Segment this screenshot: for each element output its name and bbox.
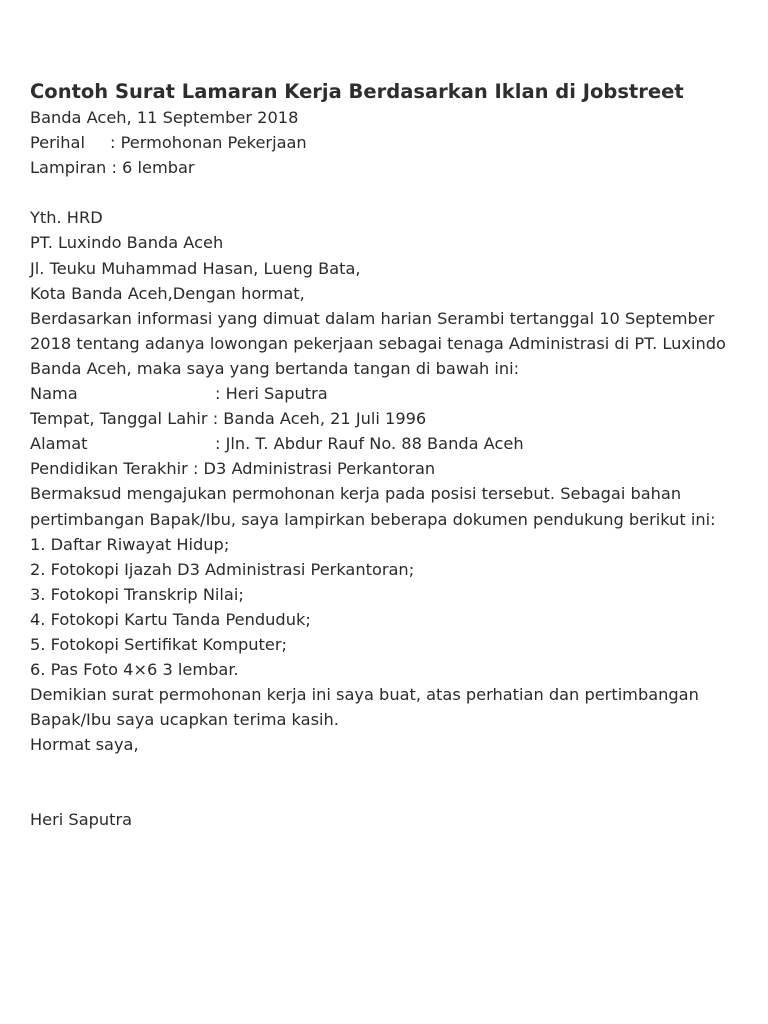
alamat-label: Alamat bbox=[30, 434, 88, 454]
closing-line: Demikian surat permohonan kerja ini saya buat, atas perhatian dan pertimbangan bbox=[30, 685, 699, 705]
pendidikan-line: Pendidikan Terakhir : D3 Administrasi Perkantoran bbox=[30, 459, 436, 479]
nama-value: : Heri Saputra bbox=[215, 384, 328, 404]
intro-line: 2018 tentang adanya lowongan pekerjaan sebagai tenaga Administrasi di PT. Luxindo bbox=[30, 333, 726, 353]
page-title: Contoh Surat Lamaran Kerja Berdasarkan Iklan di Jobstreet bbox=[30, 80, 684, 103]
recipient-company: PT. Luxindo Banda Aceh bbox=[30, 233, 224, 253]
intro-line: Banda Aceh, maka saya yang bertanda tangan di bawah ini: bbox=[30, 358, 520, 378]
place-date: Banda Aceh, 11 September 2018 bbox=[30, 108, 299, 127]
lampiran: Lampiran : 6 lembar bbox=[30, 158, 195, 178]
recipient-address: Jl. Teuku Muhammad Hasan, Lueng Bata, bbox=[30, 258, 361, 278]
signature-name: Heri Saputra bbox=[30, 810, 133, 830]
purpose-line: pertimbangan Bapak/Ibu, saya lampirkan beberapa dokumen pendukung berikut ini: bbox=[30, 509, 716, 529]
nama-label: Nama bbox=[30, 384, 78, 404]
attachment-item: 4. Fotokopi Kartu Tanda Penduduk; bbox=[30, 609, 311, 629]
attachment-item: 3. Fotokopi Transkrip Nilai; bbox=[30, 584, 244, 604]
alamat-value: : Jln. T. Abdur Rauf No. 88 Banda Aceh bbox=[215, 434, 524, 454]
perihal-label: Perihal bbox=[30, 133, 85, 153]
nama-row bbox=[30, 381, 768, 406]
regards: Hormat saya, bbox=[30, 735, 139, 755]
ttl-line: Tempat, Tanggal Lahir : Banda Aceh, 21 Juli 1996 bbox=[30, 409, 427, 429]
recipient-to: Yth. HRD bbox=[30, 208, 103, 228]
closing-line: Bapak/Ibu saya ucapkan terima kasih. bbox=[30, 710, 339, 730]
attachment-item: 1. Daftar Riwayat Hidup; bbox=[30, 534, 230, 554]
alamat-row bbox=[30, 431, 768, 456]
attachment-item: 2. Fotokopi Ijazah D3 Administrasi Perkantoran; bbox=[30, 559, 415, 579]
signature-space bbox=[30, 757, 768, 807]
attachment-item: 5. Fotokopi Sertifikat Komputer; bbox=[30, 634, 287, 654]
attachment-item: 6. Pas Foto 4×6 3 lembar. bbox=[30, 660, 239, 680]
spacer bbox=[30, 180, 768, 205]
recipient-city-greeting: Kota Banda Aceh,Dengan hormat, bbox=[30, 283, 305, 303]
perihal-value: : Permohonan Pekerjaan bbox=[110, 133, 307, 153]
intro-line: Berdasarkan informasi yang dimuat dalam harian Serambi tertanggal 10 September bbox=[30, 308, 715, 328]
purpose-line: Bermaksud mengajukan permohonan kerja pada posisi tersebut. Sebagai bahan bbox=[30, 484, 682, 504]
perihal-row bbox=[30, 130, 768, 155]
